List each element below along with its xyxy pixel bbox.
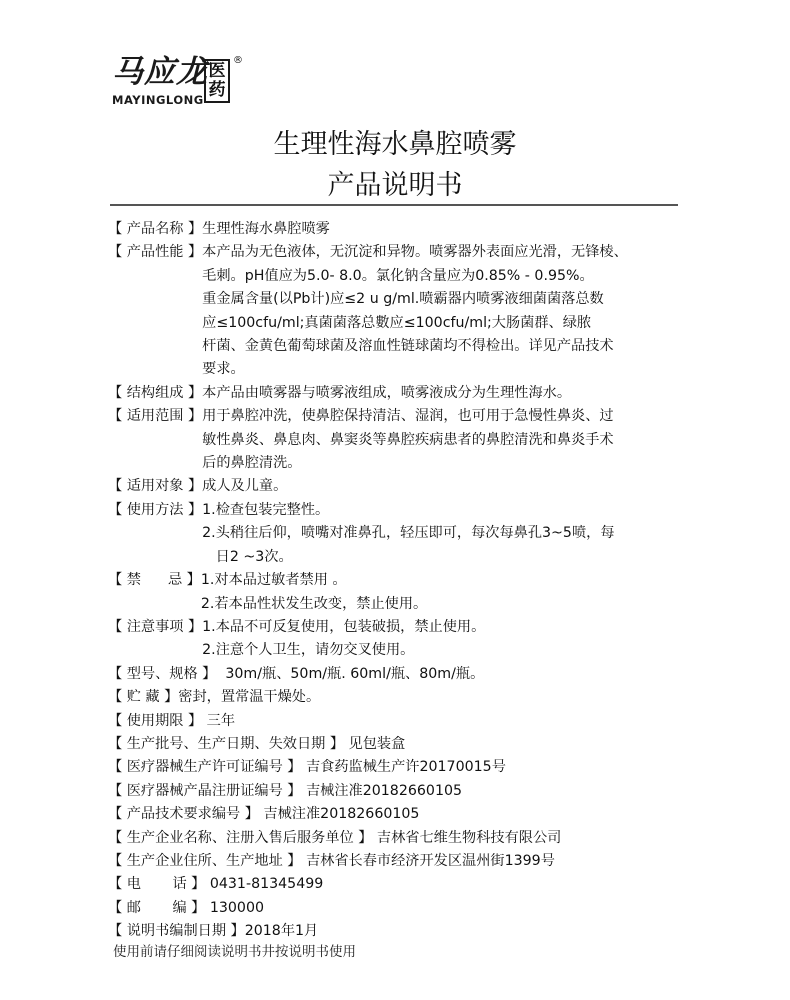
spec-value — [202, 218, 330, 241]
spec-value-line: 1.对本品过敏者禁用 。 — [200, 572, 347, 589]
spec-value-line: 2.若本品性状发生改变，禁止使用。 — [200, 595, 428, 612]
spec-value — [202, 241, 628, 381]
spec-value-line: 吉械注准20182660105 — [301, 782, 463, 799]
spec-value-line: 吉林省长春市经济开发区温州街1399号 — [301, 852, 555, 869]
spec-row — [108, 686, 688, 709]
spec-value-line: 30m/瓶、50m/瓶. 60ml/瓶、80m/瓶。 — [216, 665, 485, 682]
spec-value-line: 敏性鼻炎、鼻息肉、鼻窦炎等鼻腔疾病患者的鼻腔清洗和鼻炎手术 — [202, 431, 614, 448]
spec-row — [108, 897, 688, 920]
spec-value-line: 本产品由喷雾器与喷雾液组成，喷雾液成分为生理性海水。 — [202, 384, 572, 401]
spec-label: 【 注意事项 】 — [108, 618, 203, 635]
spec-value — [202, 475, 287, 498]
spec-value — [344, 733, 405, 756]
spec-label: 【 贮 藏 】 — [108, 689, 179, 706]
spec-row — [108, 663, 688, 686]
spec-row — [108, 873, 688, 896]
spec-value-line: 2.头稍往后仰，喷嘴对准鼻孔，轻压即可，每次每鼻孔3~5喷，每 — [202, 525, 615, 542]
spec-value-line: 1.本品不可反复使用，包装破损，禁止使用。 — [202, 618, 486, 635]
spec-row — [108, 733, 688, 756]
spec-label: 【 型号、规格 】 — [108, 665, 217, 682]
spec-value — [202, 616, 485, 663]
spec-row — [108, 827, 688, 850]
spec-label: 【 医疗器械生产许可证编号 】 — [108, 759, 302, 776]
spec-value-line: 密封，置常温干燥处。 — [178, 689, 321, 706]
spec-value-line: 后的鼻腔清洗。 — [202, 455, 302, 472]
brand-name-cn: 马应龙 — [112, 54, 208, 90]
document-title: 生理性海水鼻腔喷雾 — [273, 129, 517, 160]
spec-label: 【 适用对象 】 — [108, 478, 203, 495]
spec-row — [108, 241, 688, 381]
spec-label: 【 使用方法 】 — [108, 501, 203, 518]
spec-value-line: 见包装盒 — [344, 735, 406, 752]
registered-mark-icon: ® — [233, 55, 243, 66]
spec-label: 【 生产企业名称、注册入售后服务单位 】 — [108, 829, 373, 846]
spec-value-line: 2.注意个人卫生，请勿交叉使用。 — [202, 642, 415, 659]
spec-value-line: 130000 — [205, 899, 265, 916]
spec-value-line: 重金属含量(以Pb计)应≤2 u g/ml.喷霸器内喷雾液细菌菌落总数 — [202, 291, 604, 308]
spec-value-line: 本产品为无色液体，无沉淀和异物。喷雾器外表面应光滑，无锋棱、 — [202, 244, 628, 261]
spec-value — [202, 405, 613, 475]
brand-badge: 医药 — [204, 59, 230, 103]
spec-value-line: 1.检查包装完整性。 — [202, 501, 330, 518]
spec-row — [108, 218, 688, 241]
spec-label: 【 使用期限 】 — [108, 712, 203, 729]
brand-name-en: MAYINGLONG — [112, 93, 204, 107]
spec-value-line: 三年 — [202, 712, 236, 729]
spec-value — [178, 686, 320, 709]
document-subtitle: 产品说明书 — [327, 170, 463, 201]
spec-label: 【 适用范围 】 — [108, 408, 203, 425]
spec-row — [108, 756, 688, 779]
spec-value-line: 成人及儿童。 — [202, 478, 288, 495]
spec-label: 【 产品性能 】 — [108, 244, 203, 261]
spec-row — [108, 803, 688, 826]
spec-value-line: 杆菌、金黄色葡萄球菌及溶血性链球菌均不得检出。详见产品技术 — [202, 338, 614, 355]
title-divider — [110, 204, 678, 206]
spec-value-line: 吉食药监械生产许20170015号 — [301, 759, 506, 776]
spec-value — [301, 850, 554, 873]
footer-note: 使用前请仔细阅读说明书井按说明书使用 — [113, 944, 356, 960]
spec-value — [205, 897, 264, 920]
spec-label: 【 电 话 】 — [108, 876, 206, 893]
spec-label: 【 产品技术要求编号 】 — [108, 806, 259, 823]
spec-value-line: 应≤100cfu/ml;真菌菌落总數应≤100cfu/ml;大肠菌群、绿脓 — [202, 314, 592, 331]
spec-value — [202, 710, 235, 733]
spec-value-line: 生理性海水鼻腔喷雾 — [202, 221, 330, 237]
spec-value-line: 用于鼻腔冲洗，使鼻腔保持清洁、湿润，也可用于急慢性鼻炎、过 — [202, 408, 614, 425]
spec-value — [372, 827, 561, 850]
spec-label: 【 生产批号、生产日期、失效日期 】 — [108, 735, 345, 752]
spec-value-line: 要求。 — [202, 361, 245, 378]
spec-value-line: 毛刺。pH值应为5.0- 8.0。氯化钠含量应为0.85% - 0.95%。 — [202, 267, 594, 284]
spec-row — [108, 382, 688, 405]
spec-label: 【 邮 编 】 — [108, 899, 206, 916]
spec-value — [201, 569, 427, 616]
spec-row — [108, 850, 688, 873]
spec-row — [108, 780, 688, 803]
spec-value — [301, 780, 462, 803]
spec-label: 【 医疗器械产晶注册证编号 】 — [108, 782, 302, 799]
spec-value — [202, 382, 571, 405]
spec-row — [108, 499, 688, 569]
spec-label: 【 禁 忌 】 — [108, 572, 201, 589]
spec-label: 【 产品名称 】 — [108, 221, 203, 237]
spec-value — [259, 803, 420, 826]
brand-logo — [112, 55, 242, 110]
spec-value — [301, 756, 505, 779]
spec-row — [108, 710, 688, 733]
spec-row — [108, 475, 688, 498]
spec-label: 【 说明书编制日期 】 — [108, 923, 245, 940]
spec-list — [108, 218, 688, 944]
spec-row — [108, 616, 688, 663]
spec-value-line: 吉械注准20182660105 — [258, 806, 420, 823]
spec-row — [108, 405, 688, 475]
spec-value-line: 0431-81345499 — [205, 876, 324, 893]
spec-value-line: 2018年1月 — [244, 923, 319, 940]
spec-value — [216, 663, 484, 686]
spec-label: 【 结构组成 】 — [108, 384, 203, 401]
spec-label: 【 生产企业住所、生产地址 】 — [108, 852, 302, 869]
spec-value — [205, 873, 323, 896]
spec-value-line: 吉林省七维生物科技有限公司 — [372, 829, 562, 846]
spec-value — [202, 499, 614, 569]
spec-row — [108, 569, 688, 616]
spec-value-line: 日2 ~3次。 — [202, 548, 293, 565]
